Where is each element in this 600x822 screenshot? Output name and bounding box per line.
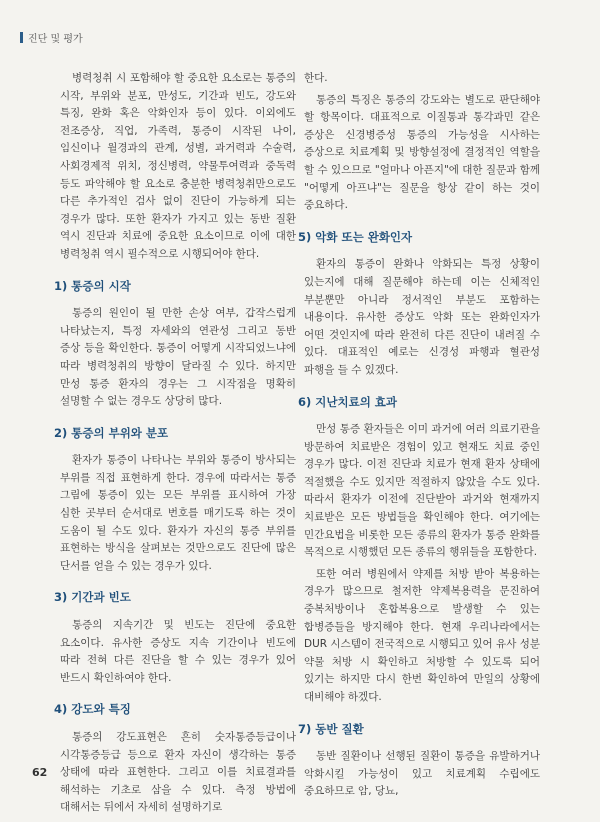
page-number: 62 [32,766,48,779]
paragraph: 통증의 지속기간 및 빈도는 진단에 중요한 요소이다. 유사한 증상도 지속 기간이나 빈도에 따라 전혀 다른 진단을 할 수 있는 경우가 있어 반드시 확인하여야 한다. [60,619,296,684]
right-column [298,70,540,805]
paragraph: 동반 질환이나 선행된 질환이 통증을 유발하거나 악화시킬 가능성이 있고 치료계획 수립에도 중요하므로 암, 당뇨, [304,750,540,798]
paragraph: 통증의 강도표현은 흔히 숫자통증등급이나 시각통증등급 등으로 환자 자신이 생각하는 통증 상태에 따라 표현한다. 그리고 이를 치료결과를 해석하는 기초로 삼을 수 있다. 측정 방법에 대해서는 뒤에서 자세히 설명하기로 [60,731,296,814]
section-heading: 1) 통증의 시작 [54,278,131,293]
paragraph: 또한 여러 병원에서 약제를 처방 받아 복용하는 경우가 많으므로 철저한 약제복용력을 문진하여 중복처방이나 혼합복용으로 발생할 수 있는 합병증들을 방지해야 한다. 현재 우리나라에서는 DUR 시스템이 전국적으로 시행되고 있어 유사 성분 약물 처방 시 확인하고 처방할 수 있도록 되어 있기는 하지만 다시 한번 확인하여 만일의 상황에 대비해야 하겠다. [304,567,540,703]
paragraph: 병력청취 시 포함해야 할 중요한 요소로는 통증의 시작, 부위와 분포, 만성도, 기간과 빈도, 강도와 특징, 완화 혹은 악화인자 등이 있다. 이외에도 전조증상, 직업, 가족력, 통증이 시작된 나이, 임신이나 월경과의 관계, 성별, 과거력과 수술력, 사회경제적 위치, 정신병력, 약물투여력과 중독력 등도 파악해야 할 요소로 충분한 병력청취만으로도 다른 추가적인 검사 없이 진단이 가능하게 되는 경우가 많다. 또한 환자가 가지고 있는 동반 질환 역시 진단과 치료에 중요한 요소이므로 이에 대한 병력청취 역시 필수적으로 시행되어야 한다. [60,72,296,260]
section-heading: 6) 지난치료의 효과 [298,394,398,409]
section-heading: 3) 기간과 빈도 [54,590,131,605]
paragraph: 환자의 통증이 완화나 악화되는 특정 상황이 있는지에 대해 질문해야 하는데 이는 신체적인 부분뿐만 아니라 정서적인 부분도 포함하는 내용이다. 유사한 증상도 악화 또는 완화인자가 어떤 것인지에 따라 완전히 다른 진단이 내려질 수 있다. 대표적인 예로는 신경성 파행과 혈관성 파행을 들 수 있겠다. [304,258,540,376]
section-heading: 2) 통증의 부위와 분포 [54,425,169,440]
left-column [54,70,296,821]
section-heading: 7) 동반 질환 [298,721,364,736]
page-header [20,30,83,45]
header-section-label: 진단 및 평가 [28,34,83,45]
paragraph: 통증의 원인이 될 만한 손상 여부, 갑작스럽게 나타났는지, 특정 자세와의 연관성 그리고 동반 증상 등을 확인한다. 통증이 어떻게 시작되었느냐에 따라 병력청취의 방향이 달라질 수 있다. 하지만 만성 통증 환자의 경우는 그 시작점을 명확히 설명할 수 없는 경우도 상당히 많다. [60,307,296,408]
paragraph: 한다. [304,72,328,84]
paragraph: 만성 통증 환자들은 이미 과거에 여러 의료기관을 방문하여 치료받은 경험이 있고 현재도 치료 중인 경우가 많다. 이전 진단과 치료가 현재 환자 상태에 적절했을 수도 있지만 적절하지 않았을 수도 있다. 따라서 환자가 이전에 진단받아 과거와 현재까지 치료받은 모든 방법들을 확인해야 한다. 여기에는 민간요법을 비롯한 모든 종류의 환자가 통증 완화를 목적으로 시행했던 모든 종류의 행위들을 포함한다. [304,423,540,559]
section-heading: 4) 강도와 특징 [54,702,131,717]
section-heading: 5) 악화 또는 완화인자 [298,229,413,244]
header-accent-bar [20,32,23,43]
paragraph: 통증의 특징은 통증의 강도와는 별도로 판단해야 할 항목이다. 대표적으로 이질통과 통각과민 같은 증상은 신경병증성 통증의 가능성을 시사하는 증상으로 치료계획 및 방향설정에 결정적인 역할을 할 수 있으므로 "얼마나 아픈지"에 대한 질문과 함께 "어떻게 아프냐"는 질문을 항상 같이 하는 것이 중요하다. [304,93,540,212]
paragraph: 환자가 통증이 나타나는 부위와 통증이 방사되는 부위를 직접 표현하게 한다. 경우에 따라서는 통증 그림에 통증이 있는 모든 부위를 표시하여 가장 심한 곳부터 순서대로 번호를 매기도록 하는 것이 도움이 될 수도 있다. 환자가 자신의 통증 부위를 표현하는 방식을 살펴보는 것만으로도 진단에 많은 단서를 얻을 수 있는 경우가 있다. [60,454,296,572]
